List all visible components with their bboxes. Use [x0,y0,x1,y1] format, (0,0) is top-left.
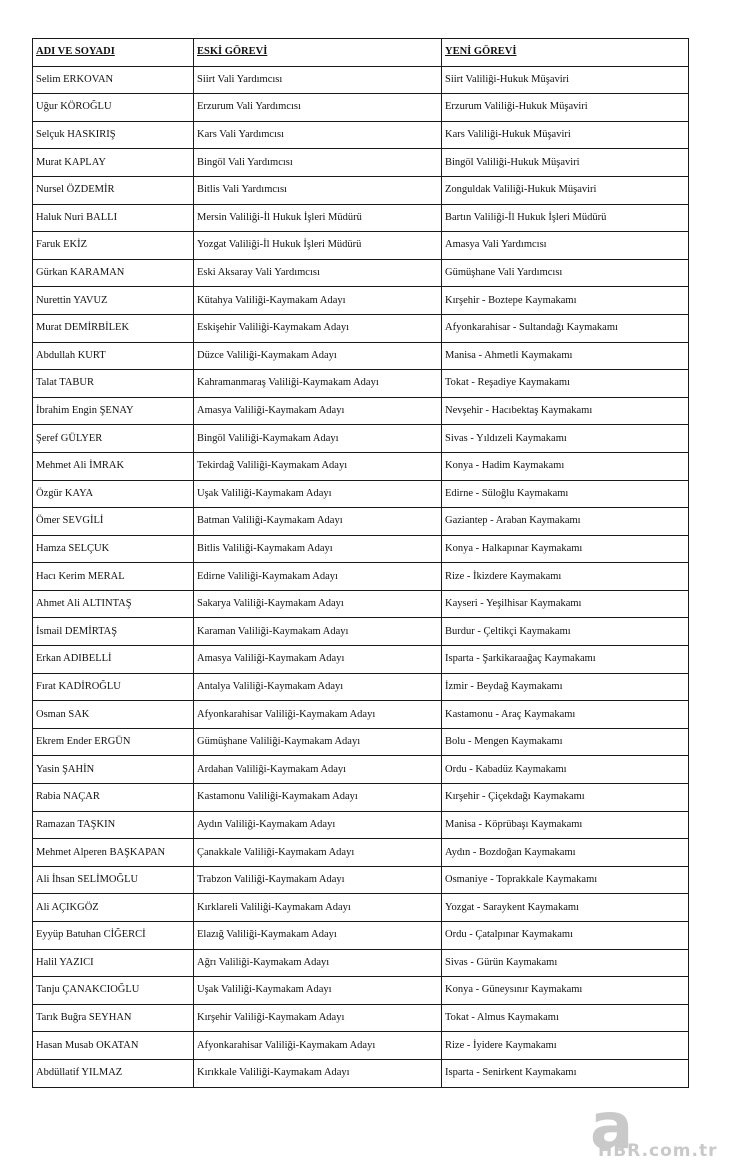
table-row [33,811,689,839]
cell-old-position: Sakarya Valiliği-Kaymakam Adayı [194,590,442,618]
table-row [33,259,689,287]
table-row [33,1059,689,1087]
cell-name: Mehmet Ali İMRAK [33,452,194,480]
cell-new-position: Sivas - Gürün Kaymakamı [442,949,689,977]
cell-new-position: Ordu - Kabadüz Kaymakamı [442,756,689,784]
cell-old-position: Kütahya Valiliği-Kaymakam Adayı [194,287,442,315]
cell-name: Hasan Musab OKATAN [33,1032,194,1060]
cell-old-position: Kırklareli Valiliği-Kaymakam Adayı [194,894,442,922]
cell-new-position: Tokat - Almus Kaymakamı [442,1004,689,1032]
table-row [33,728,689,756]
cell-name: Selçuk HASKIRIŞ [33,121,194,149]
table-row [33,535,689,563]
cell-old-position: Erzurum Vali Yardımcısı [194,94,442,122]
cell-name: Talat TABUR [33,370,194,398]
cell-old-position: Kırıkkale Valiliği-Kaymakam Adayı [194,1059,442,1087]
cell-name: Şeref GÜLYER [33,425,194,453]
cell-old-position: Gümüşhane Valiliği-Kaymakam Adayı [194,728,442,756]
cell-old-position: Elazığ Valiliği-Kaymakam Adayı [194,922,442,950]
cell-new-position: Tokat - Reşadiye Kaymakamı [442,370,689,398]
cell-name: Ekrem Ender ERGÜN [33,728,194,756]
table-row [33,397,689,425]
cell-new-position: Gaziantep - Araban Kaymakamı [442,508,689,536]
table-row [33,149,689,177]
cell-new-position: Konya - Hadim Kaymakamı [442,452,689,480]
cell-new-position: Isparta - Senirkent Kaymakamı [442,1059,689,1087]
appointments-table [32,38,689,1088]
cell-name: Ali İhsan SELİMOĞLU [33,866,194,894]
cell-name: Özgür KAYA [33,480,194,508]
cell-name: Eyyüp Batuhan CİĞERCİ [33,922,194,950]
cell-name: Nurettin YAVUZ [33,287,194,315]
cell-name: Tarık Buğra SEYHAN [33,1004,194,1032]
cell-new-position: Afyonkarahisar - Sultandağı Kaymakamı [442,314,689,342]
cell-new-position: Manisa - Ahmetli Kaymakamı [442,342,689,370]
table-row [33,314,689,342]
cell-old-position: Afyonkarahisar Valiliği-Kaymakam Adayı [194,701,442,729]
cell-name: Yasin ŞAHİN [33,756,194,784]
cell-new-position: Rize - İyidere Kaymakamı [442,1032,689,1060]
cell-name: Selim ERKOVAN [33,66,194,94]
cell-name: Ömer SEVGİLİ [33,508,194,536]
table-row [33,866,689,894]
cell-new-position: Sivas - Yıldızeli Kaymakamı [442,425,689,453]
cell-name: Rabia NAÇAR [33,784,194,812]
cell-new-position: Bingöl Valiliği-Hukuk Müşaviri [442,149,689,177]
table-row [33,121,689,149]
cell-name: Mehmet Alperen BAŞKAPAN [33,839,194,867]
cell-name: Ahmet Ali ALTINTAŞ [33,590,194,618]
table-row [33,204,689,232]
cell-name: Gürkan KARAMAN [33,259,194,287]
header-name: ADI VE SOYADI [33,39,194,67]
cell-new-position: Aydın - Bozdoğan Kaymakamı [442,839,689,867]
cell-old-position: Düzce Valiliği-Kaymakam Adayı [194,342,442,370]
cell-new-position: Erzurum Valiliği-Hukuk Müşaviri [442,94,689,122]
cell-name: Hamza SELÇUK [33,535,194,563]
cell-old-position: Kars Vali Yardımcısı [194,121,442,149]
table-body [33,66,689,1087]
cell-new-position: Kırşehir - Çiçekdağı Kaymakamı [442,784,689,812]
table-row [33,1032,689,1060]
cell-name: Erkan ADIBELLİ [33,646,194,674]
table-row [33,784,689,812]
cell-name: Abdüllatif YILMAZ [33,1059,194,1087]
table-row [33,563,689,591]
cell-new-position: Gümüşhane Vali Yardımcısı [442,259,689,287]
cell-old-position: Bitlis Valiliği-Kaymakam Adayı [194,535,442,563]
cell-new-position: Kars Valiliği-Hukuk Müşaviri [442,121,689,149]
cell-old-position: Batman Valiliği-Kaymakam Adayı [194,508,442,536]
table-row [33,370,689,398]
cell-name: Tanju ÇANAKCIOĞLU [33,977,194,1005]
table-row [33,673,689,701]
cell-name: Uğur KÖROĞLU [33,94,194,122]
table-row [33,287,689,315]
cell-new-position: Osmaniye - Toprakkale Kaymakamı [442,866,689,894]
cell-name: Nursel ÖZDEMİR [33,176,194,204]
cell-new-position: Manisa - Köprübaşı Kaymakamı [442,811,689,839]
cell-old-position: Edirne Valiliği-Kaymakam Adayı [194,563,442,591]
cell-old-position: Çanakkale Valiliği-Kaymakam Adayı [194,839,442,867]
table-row [33,232,689,260]
table-row [33,949,689,977]
cell-old-position: Trabzon Valiliği-Kaymakam Adayı [194,866,442,894]
cell-old-position: Antalya Valiliği-Kaymakam Adayı [194,673,442,701]
cell-new-position: Rize - İkizdere Kaymakamı [442,563,689,591]
cell-old-position: Ardahan Valiliği-Kaymakam Adayı [194,756,442,784]
cell-new-position: Kırşehir - Boztepe Kaymakamı [442,287,689,315]
table-row [33,618,689,646]
cell-new-position: Zonguldak Valiliği-Hukuk Müşaviri [442,176,689,204]
cell-old-position: Afyonkarahisar Valiliği-Kaymakam Adayı [194,1032,442,1060]
cell-old-position: Eskişehir Valiliği-Kaymakam Adayı [194,314,442,342]
cell-name: İsmail DEMİRTAŞ [33,618,194,646]
cell-old-position: Eski Aksaray Vali Yardımcısı [194,259,442,287]
cell-old-position: Kastamonu Valiliği-Kaymakam Adayı [194,784,442,812]
table-row [33,839,689,867]
cell-old-position: Amasya Valiliği-Kaymakam Adayı [194,397,442,425]
table-row [33,1004,689,1032]
cell-new-position: Yozgat - Saraykent Kaymakamı [442,894,689,922]
cell-name: Murat DEMİRBİLEK [33,314,194,342]
cell-old-position: Kırşehir Valiliği-Kaymakam Adayı [194,1004,442,1032]
table-row [33,480,689,508]
header-new-position: YENİ GÖREVİ [442,39,689,67]
cell-old-position: Siirt Vali Yardımcısı [194,66,442,94]
cell-name: Murat KAPLAY [33,149,194,177]
cell-name: Haluk Nuri BALLI [33,204,194,232]
cell-old-position: Kahramanmaraş Valiliği-Kaymakam Adayı [194,370,442,398]
cell-name: Ramazan TAŞKIN [33,811,194,839]
table-row [33,922,689,950]
cell-name: Faruk EKİZ [33,232,194,260]
cell-old-position: Yozgat Valiliği-İl Hukuk İşleri Müdürü [194,232,442,260]
table-row [33,977,689,1005]
cell-new-position: Bolu - Mengen Kaymakamı [442,728,689,756]
cell-new-position: Nevşehir - Hacıbektaş Kaymakamı [442,397,689,425]
cell-new-position: Konya - Halkapınar Kaymakamı [442,535,689,563]
cell-old-position: Uşak Valiliği-Kaymakam Adayı [194,480,442,508]
cell-old-position: Ağrı Valiliği-Kaymakam Adayı [194,949,442,977]
cell-old-position: Tekirdağ Valiliği-Kaymakam Adayı [194,452,442,480]
cell-old-position: Bitlis Vali Yardımcısı [194,176,442,204]
table-row [33,66,689,94]
table-row [33,894,689,922]
cell-new-position: Kastamonu - Araç Kaymakamı [442,701,689,729]
cell-new-position: Amasya Vali Yardımcısı [442,232,689,260]
table-row [33,508,689,536]
cell-new-position: Kayseri - Yeşilhisar Kaymakamı [442,590,689,618]
cell-name: Hacı Kerim MERAL [33,563,194,591]
cell-new-position: Ordu - Çatalpınar Kaymakamı [442,922,689,950]
table-row [33,646,689,674]
table-row [33,342,689,370]
watermark-text: HBR.com.tr [598,1141,718,1161]
cell-name: Abdullah KURT [33,342,194,370]
watermark-letter: a [590,1090,634,1164]
cell-old-position: Karaman Valiliği-Kaymakam Adayı [194,618,442,646]
table-header-row [33,39,689,67]
cell-new-position: Konya - Güneysınır Kaymakamı [442,977,689,1005]
cell-new-position: Isparta - Şarkikaraağaç Kaymakamı [442,646,689,674]
cell-name: Fırat KADİROĞLU [33,673,194,701]
cell-old-position: Amasya Valiliği-Kaymakam Adayı [194,646,442,674]
table-row [33,94,689,122]
cell-old-position: Uşak Valiliği-Kaymakam Adayı [194,977,442,1005]
cell-name: İbrahim Engin ŞENAY [33,397,194,425]
table-row [33,590,689,618]
hbr-watermark-logo [560,1090,720,1165]
table-row [33,452,689,480]
table-row [33,756,689,784]
cell-new-position: Burdur - Çeltikçi Kaymakamı [442,618,689,646]
cell-old-position: Mersin Valiliği-İl Hukuk İşleri Müdürü [194,204,442,232]
header-old-position: ESKİ GÖREVİ [194,39,442,67]
cell-old-position: Aydın Valiliği-Kaymakam Adayı [194,811,442,839]
table-row [33,176,689,204]
cell-name: Osman SAK [33,701,194,729]
cell-name: Ali AÇIKGÖZ [33,894,194,922]
cell-new-position: Bartın Valiliği-İl Hukuk İşleri Müdürü [442,204,689,232]
cell-old-position: Bingöl Vali Yardımcısı [194,149,442,177]
cell-new-position: Siirt Valiliği-Hukuk Müşaviri [442,66,689,94]
cell-old-position: Bingöl Valiliği-Kaymakam Adayı [194,425,442,453]
cell-new-position: İzmir - Beydağ Kaymakamı [442,673,689,701]
cell-new-position: Edirne - Süloğlu Kaymakamı [442,480,689,508]
table-row [33,701,689,729]
cell-name: Halil YAZICI [33,949,194,977]
table-row [33,425,689,453]
